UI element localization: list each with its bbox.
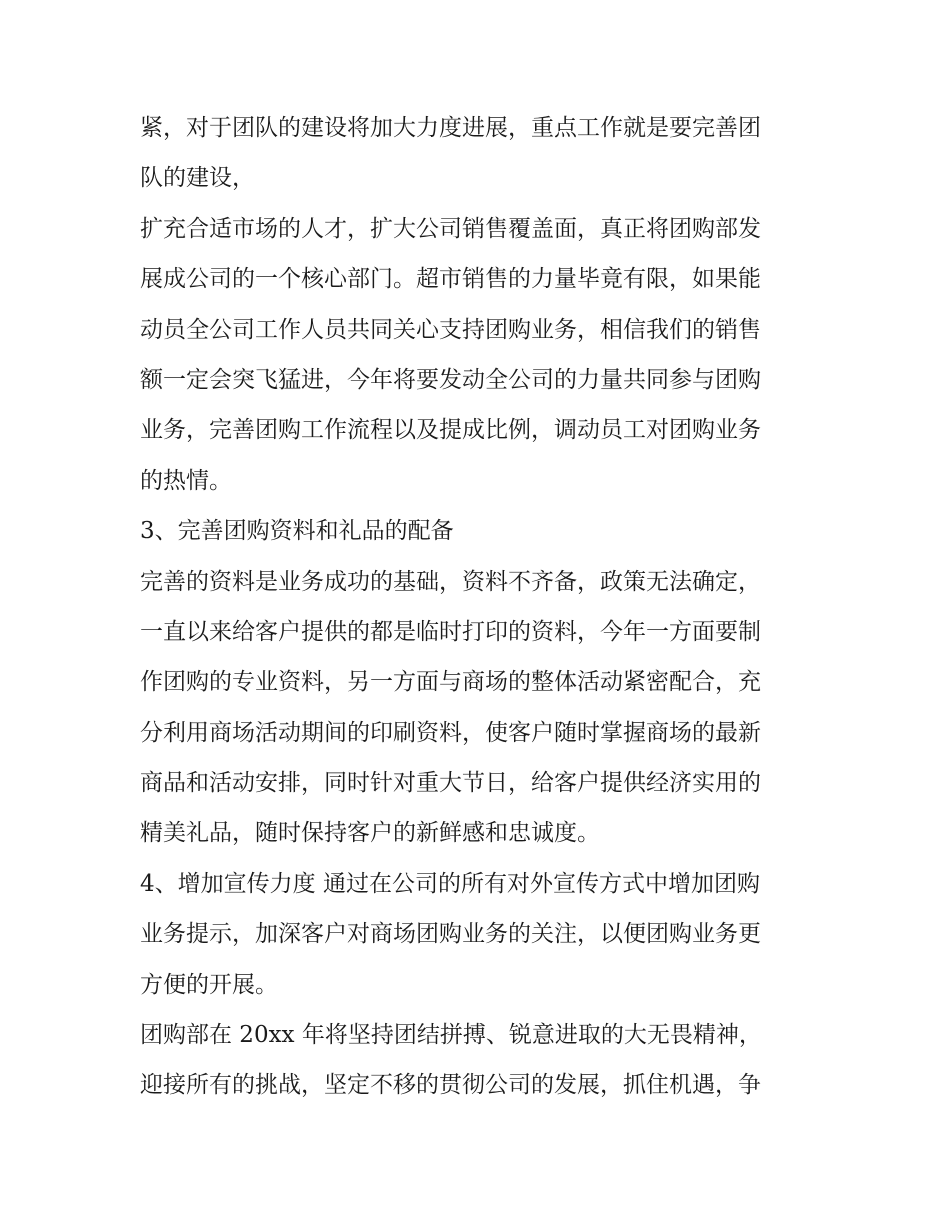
text-line: 额一定会突飞猛进，今年将要发动全公司的力量共同参与团购 [140,366,761,393]
text-line: 完善的资料是业务成功的基础，资料不齐备，政策无法确定， [140,568,761,595]
text-line: 扩充合适市场的人才，扩大公司销售覆盖面，真正将团购部发 [140,215,761,242]
text-line: 团购部在 20xx 年将坚持团结拼搏、锐意进取的大无畏精神， [140,1022,762,1049]
text-line: 商品和活动安排，同时针对重大节日，给客户提供经济实用的 [140,770,761,797]
text-line: 紧，对于团队的建设将加大力度进展，重点工作就是要完善团 [140,115,761,141]
section-heading: 3、完善团购资料和礼品的配备 [140,518,454,545]
text-line: 展成公司的一个核心部门。超市销售的力量毕竟有限，如果能 [140,266,761,293]
text-line: 一直以来给客户提供的都是临时打印的资料，今年一方面要制 [140,618,761,645]
text-line: 的热情。 [140,467,232,494]
text-line: 分利用商场活动期间的印刷资料，使客户随时掌握商场的最新 [140,719,761,746]
text-line: 业务，完善团购工作流程以及提成比例，调动员工对团购业务 [140,417,761,444]
text-line: 队的建设， [140,165,255,192]
text-line: 动员全公司工作人员共同关心支持团购业务，相信我们的销售 [140,316,761,343]
text-line: 方便的开展。 [140,971,278,998]
text-line: 精美礼品，随时保持客户的新鲜感和忠诚度。 [140,820,600,847]
document-body [140,103,820,1111]
text-line: 作团购的专业资料，另一方面与商场的整体活动紧密配合，充 [140,669,761,696]
section-heading: 4、增加宣传力度 通过在公司的所有对外宣传方式中增加团购 [140,870,760,897]
text-line: 迎接所有的挑战，坚定不移的贯彻公司的发展，抓住机遇，争 [140,1072,761,1099]
text-line: 业务提示，加深客户对商场团购业务的关注，以便团购业务更 [140,921,761,948]
